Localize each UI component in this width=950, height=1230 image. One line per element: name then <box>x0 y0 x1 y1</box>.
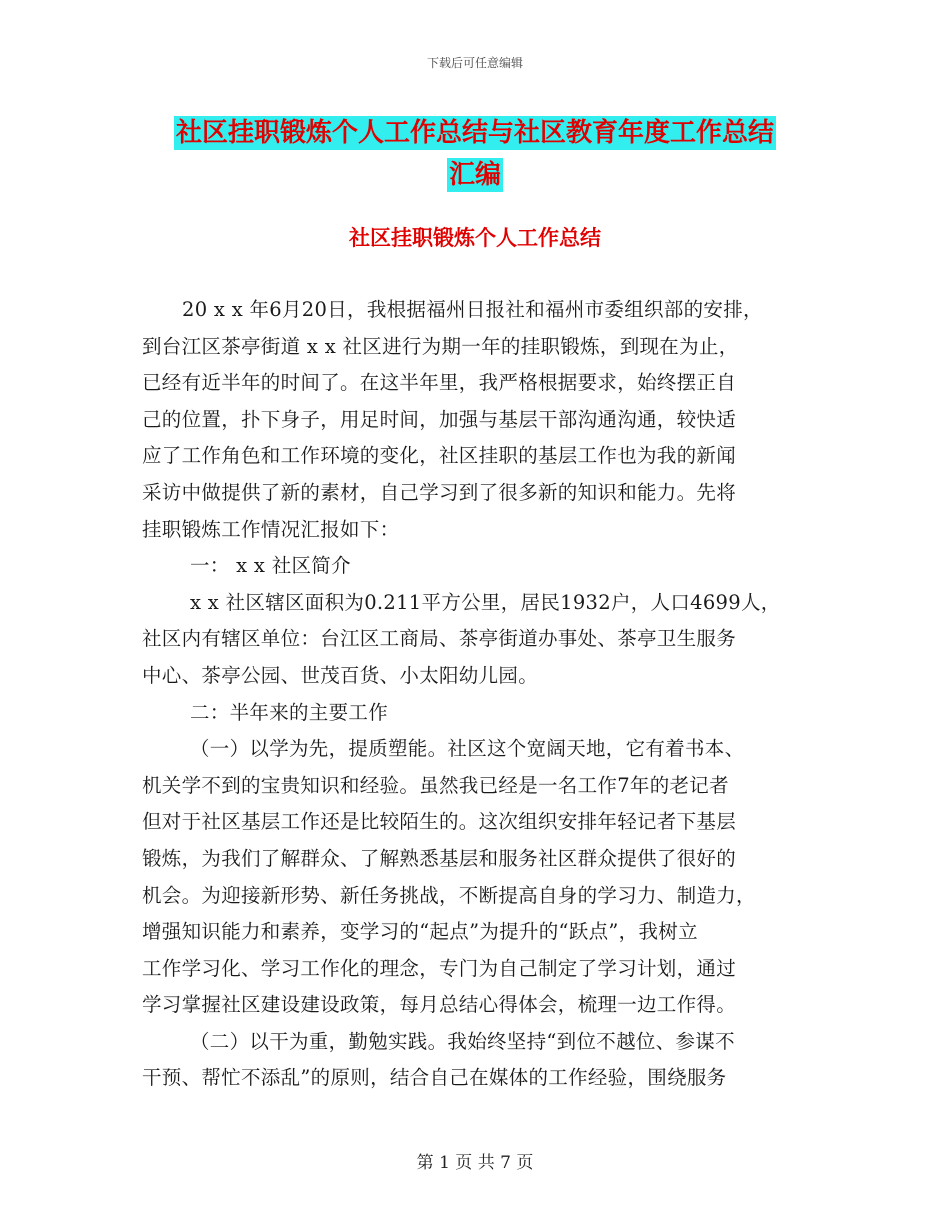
title-line-2: 汇编 <box>448 160 501 190</box>
paragraph-line: 中心、茶亭公园、世茂百货、小太阳幼儿园。 <box>142 663 539 687</box>
section-heading: 一： x x 社区简介 <box>190 554 351 578</box>
section-title: 社区挂职锻炼个人工作总结 <box>349 226 601 250</box>
header-note: 下载后可任意编辑 <box>426 56 523 70</box>
paragraph-line: 社区内有辖区单位：台江区工商局、茶亭街道办事处、茶亭卫生服务 <box>142 627 737 651</box>
paragraph-line: 已经有近半年的时间了。在这半年里，我严格根据要求，始终摆正自 <box>142 371 737 395</box>
paragraph-line: 增强知识能力和素养，变学习的“起点”为提升的“跃点”，我树立 <box>142 920 698 944</box>
page-number-footer: 第 1 页 共 7 页 <box>416 1153 534 1173</box>
paragraph-line: 应了工作角色和工作环境的变化，社区挂职的基层工作也为我的新闻 <box>142 444 737 468</box>
paragraph-line: 学习掌握社区建设建设政策，每月总结心得体会，梳理一边工作得。 <box>142 993 737 1017</box>
paragraph-line: 到台江区茶亭街道 x x 社区进行为期一年的挂职锻炼，到现在为止， <box>142 334 739 358</box>
title-line-1: 社区挂职锻炼个人工作总结与社区教育年度工作总结 <box>175 118 774 148</box>
paragraph-line: 采访中做提供了新的素材，自己学习到了很多新的知识和能力。先将 <box>142 480 737 504</box>
paragraph-line: x x 社区辖区面积为0.211平方公里，居民1932户，人口4699人， <box>190 590 781 614</box>
paragraph-line: 挂职锻炼工作情况汇报如下： <box>142 517 400 541</box>
paragraph-line: 但对于社区基层工作还是比较陌生的。这次组织安排年轻记者下基层 <box>142 810 737 834</box>
document-title <box>140 112 810 196</box>
paragraph-line: （二）以干为重，勤勉实践。我始终坚持“到位不越位、参谋不 <box>190 1029 735 1053</box>
paragraph-line: 己的位置，扑下身子，用足时间，加强与基层干部沟通沟通，较快适 <box>142 407 737 431</box>
paragraph-line: （一）以学为先，提质塑能。社区这个宽阔天地，它有着书本、 <box>190 737 745 761</box>
paragraph-line: 机会。为迎接新形势、新任务挑战，不断提高自身的学习力、制造力， <box>142 883 756 907</box>
paragraph-line: 20 x x 年6月20日，我根据福州日报社和福州市委组织部的安排， <box>182 298 763 321</box>
body-text <box>142 292 822 1097</box>
paragraph-line: 锻炼，为我们了解群众、了解熟悉基层和服务社区群众提供了很好的 <box>142 846 737 870</box>
paragraph-line: 干预、帮忙不添乱”的原则，结合自己在媒体的工作经验，围绕服务 <box>142 1066 727 1090</box>
paragraph-line: 工作学习化、学习工作化的理念，专门为自己制定了学习计划，通过 <box>142 956 737 980</box>
paragraph-line: 机关学不到的宝贵知识和经验。虽然我已经是一名工作7年的老记者 <box>142 773 729 797</box>
section-heading: 二：半年来的主要工作 <box>190 700 389 724</box>
